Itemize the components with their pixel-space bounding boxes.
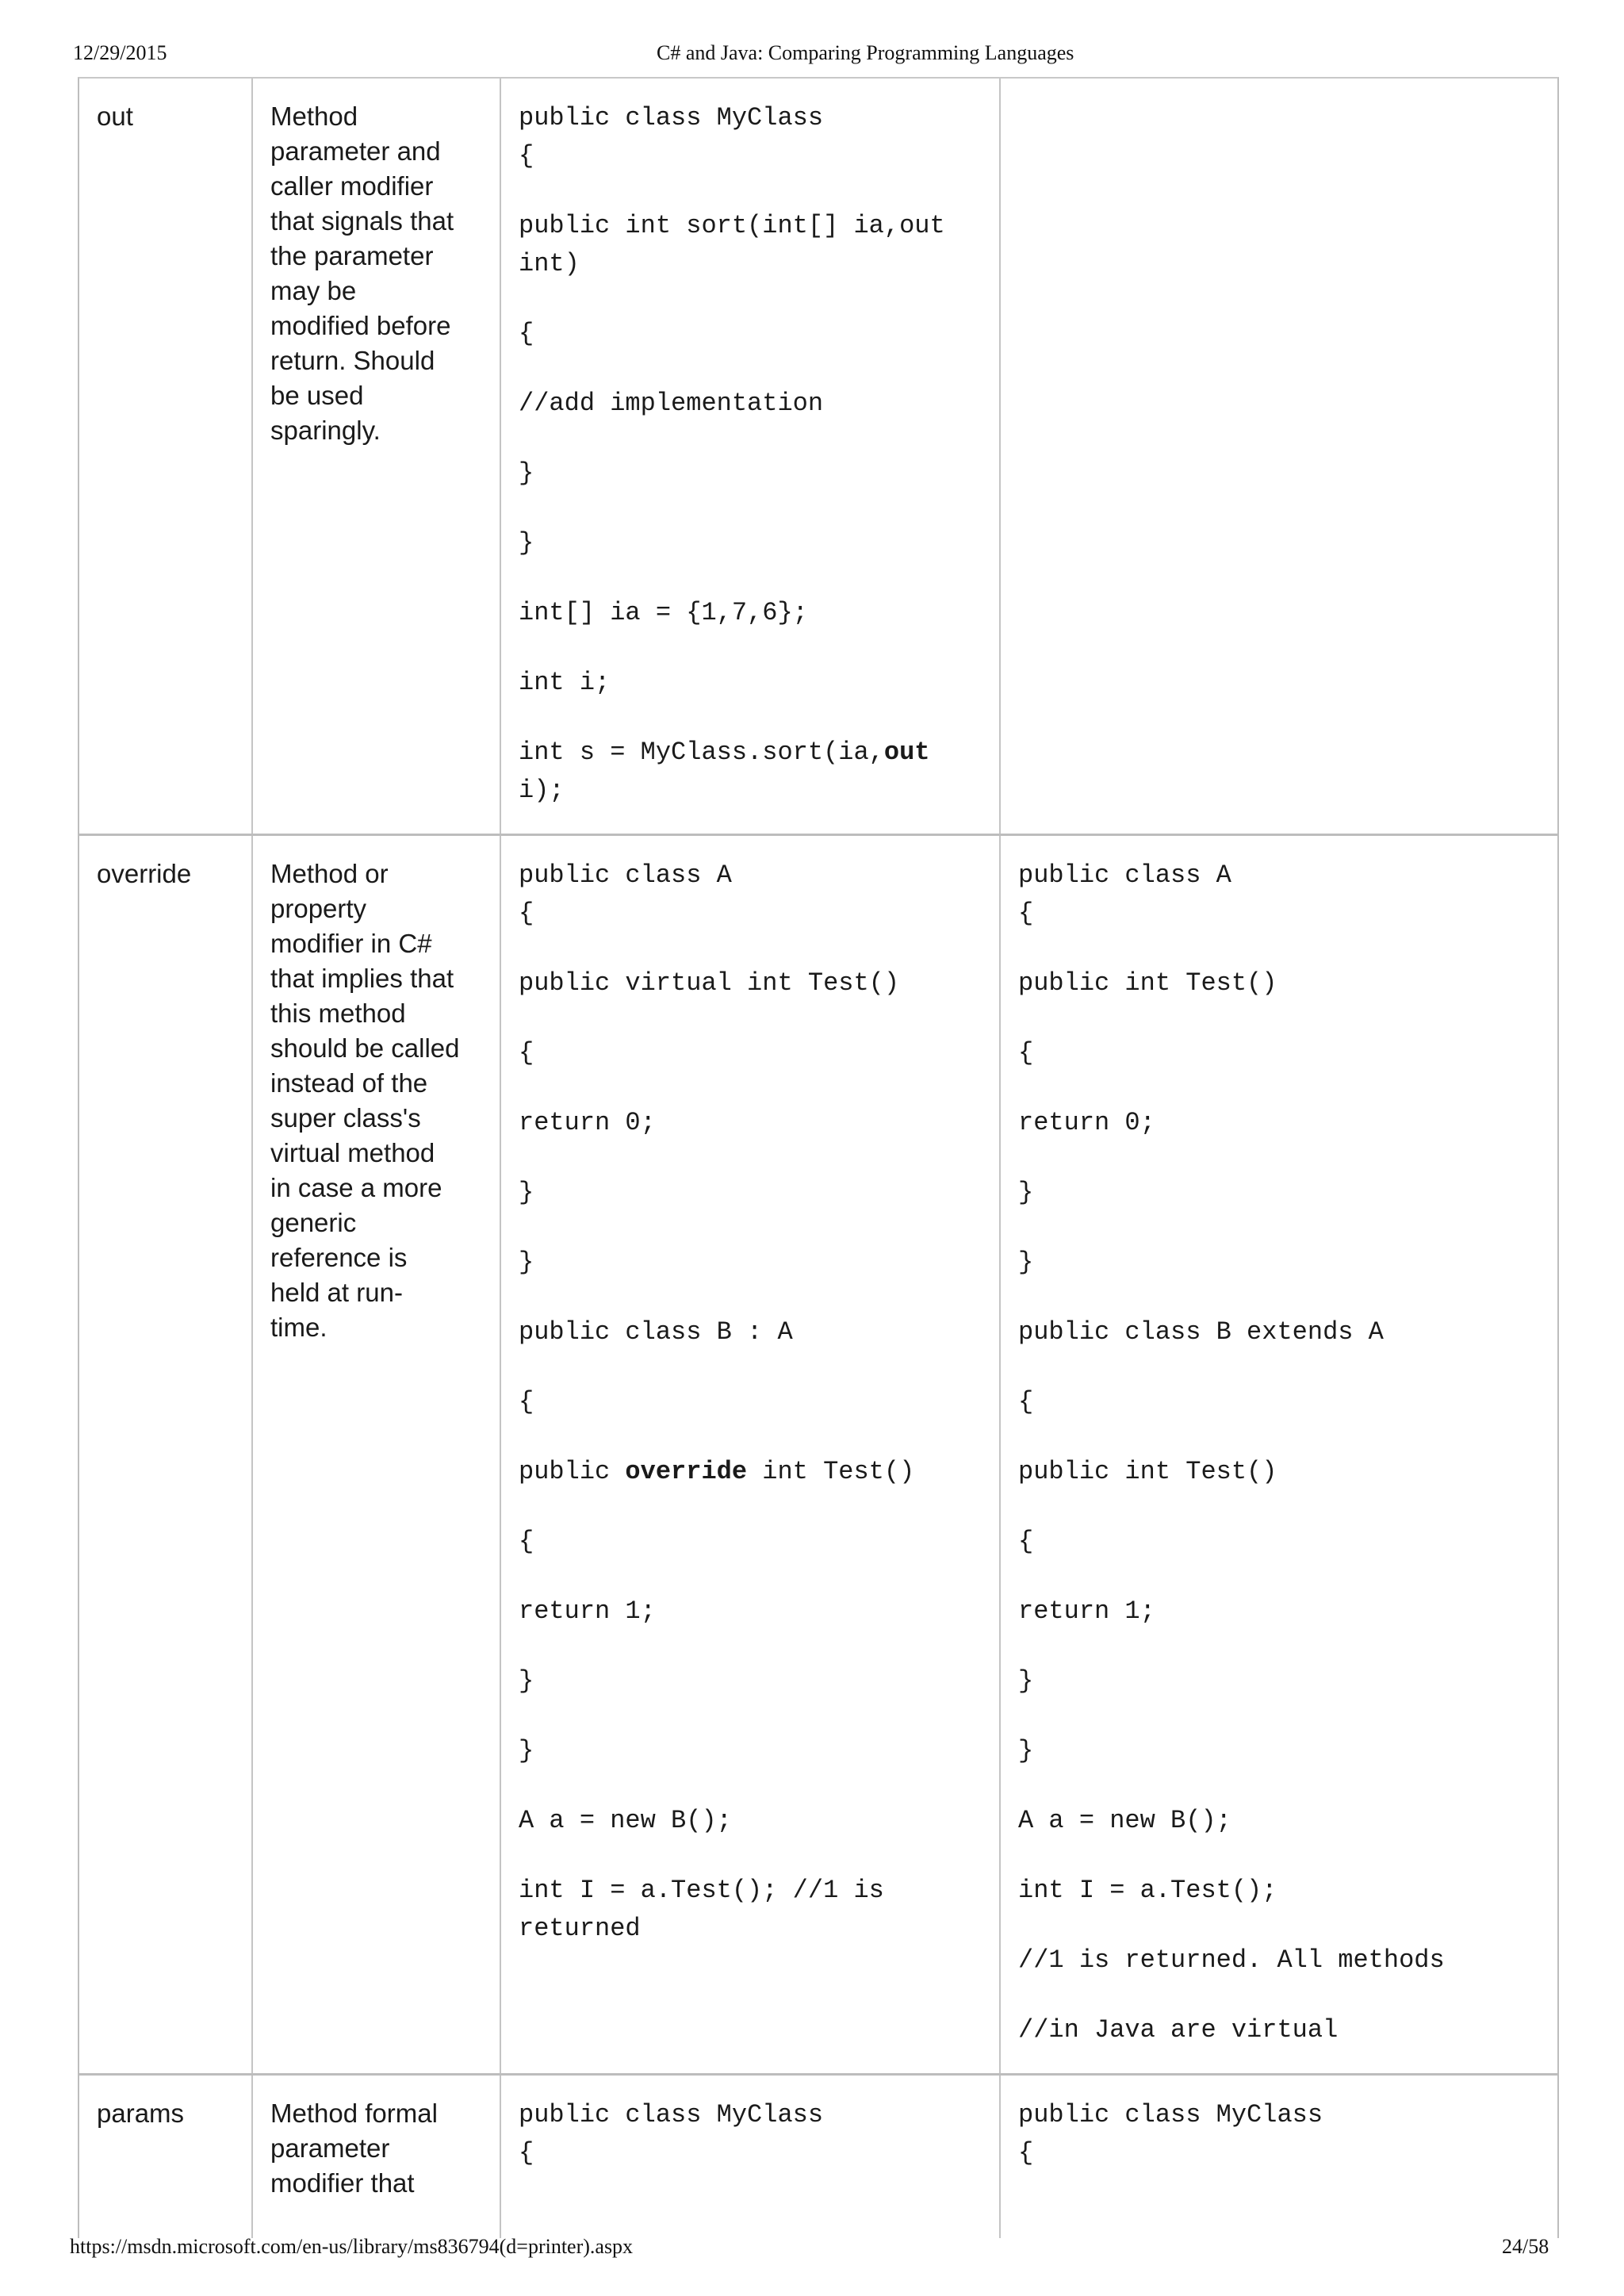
code-paragraph (1018, 1104, 1542, 1142)
code-line: public class MyClass (519, 103, 824, 132)
code-paragraph (519, 664, 983, 702)
description-cell (253, 79, 501, 834)
code-paragraph (1018, 1244, 1542, 1282)
description-line: modified before (270, 311, 451, 340)
code-paragraph (1018, 1523, 1542, 1561)
keyword-cell (79, 2076, 253, 2238)
code-line: int I = a.Test(); //1 is (519, 1876, 884, 1905)
java-code-cell (1001, 79, 1557, 834)
code-line: public class B extends A (1018, 1317, 1384, 1347)
code-line: return 0; (1018, 1108, 1155, 1137)
description-line: parameter and (270, 136, 441, 166)
java-code-cell (1001, 836, 1557, 2073)
code-line: return 1; (1018, 1596, 1155, 1626)
code-paragraph (1018, 2011, 1542, 2049)
keyword-cell (79, 79, 253, 834)
description-line: Method or (270, 859, 389, 888)
code-paragraph (519, 1523, 983, 1561)
code-line: { (519, 319, 534, 348)
keyword: params (97, 2099, 185, 2128)
comparison-table (78, 77, 1559, 2238)
code-paragraph (1018, 1383, 1542, 1421)
description-line: instead of the (270, 1068, 428, 1098)
description-line: modifier that (270, 2168, 415, 2198)
code-line: A a = new B(); (519, 1806, 732, 1835)
code-line: public int Test() (1018, 968, 1277, 998)
code-paragraph (519, 857, 983, 933)
code-line: } (1018, 1178, 1034, 1207)
code-line: { (1018, 1038, 1034, 1068)
code-line: i); (519, 776, 565, 805)
code-paragraph (519, 385, 983, 423)
page-number: 24/58 (1502, 2235, 1549, 2258)
code-line: } (519, 458, 534, 488)
java-code-cell (1001, 2076, 1557, 2238)
code-line: //add implementation (519, 389, 824, 418)
code-line: int I = a.Test(); (1018, 1876, 1277, 1905)
description-line: reference is (270, 1243, 408, 1272)
code-line: //in Java are virtual (1018, 2015, 1339, 2045)
code-line: { (519, 1387, 534, 1416)
csharp-code-cell (501, 836, 1001, 2073)
csharp-code-cell (501, 79, 1001, 834)
code-line: //1 is returned. All methods (1018, 1945, 1445, 1975)
code-line: A a = new B(); (1018, 1806, 1231, 1835)
code-paragraph (519, 594, 983, 632)
code-text: public (519, 1457, 626, 1486)
code-line: { (1018, 1387, 1034, 1416)
keyword: out (97, 102, 133, 131)
code-paragraph (1018, 1313, 1542, 1351)
code-keyword-bold: out (883, 738, 930, 767)
description-line: be used (270, 381, 364, 410)
code-paragraph (519, 1662, 983, 1700)
code-line: public class MyClass (1018, 2100, 1323, 2129)
page-url: https://msdn.microsoft.com/en-us/library/ms836794(d=printer).aspx (70, 2235, 634, 2258)
code-paragraph (1018, 1872, 1542, 1910)
code-line: { (519, 1038, 534, 1068)
table-row-params (79, 2076, 1557, 2238)
code-paragraph (519, 734, 983, 810)
description-line: property (270, 894, 367, 923)
code-line: { (519, 141, 534, 171)
keyword: override (97, 859, 192, 888)
code-paragraph (519, 1034, 983, 1072)
code-line: int i; (519, 668, 611, 697)
code-line: returned (519, 1914, 641, 1943)
description-line: that implies that (270, 964, 454, 993)
code-paragraph (1018, 1941, 1542, 1980)
table-row-out (79, 79, 1557, 836)
description-line: the parameter (270, 241, 434, 270)
code-paragraph (519, 1593, 983, 1631)
code-line: public class MyClass (519, 2100, 824, 2129)
description-line: should be called (270, 1033, 460, 1063)
code-line: public class A (1018, 861, 1231, 890)
code-paragraph (519, 1174, 983, 1212)
code-line: public int sort(int[] ia,out (519, 211, 945, 240)
code-paragraph (1018, 964, 1542, 1002)
code-paragraph (1018, 2096, 1542, 2172)
code-paragraph (519, 1104, 983, 1142)
description-line: caller modifier (270, 171, 434, 201)
description-line: that signals that (270, 206, 454, 236)
code-paragraph (519, 1872, 983, 1948)
description-line: Method formal (270, 2099, 438, 2128)
code-line: { (519, 899, 534, 928)
code-line: return 0; (519, 1108, 656, 1137)
code-text: int Test() (747, 1457, 915, 1486)
code-line: { (1018, 2138, 1034, 2168)
code-line: } (519, 528, 534, 558)
code-line: int) (519, 249, 580, 278)
description-line: time. (270, 1313, 327, 1342)
keyword-cell (79, 836, 253, 2073)
code-paragraph (1018, 1174, 1542, 1212)
code-paragraph (519, 1802, 983, 1840)
code-paragraph (1018, 857, 1542, 933)
code-paragraph (1018, 1662, 1542, 1700)
description-line: this method (270, 999, 406, 1028)
code-paragraph (519, 524, 983, 562)
code-line (519, 734, 983, 772)
code-line: } (519, 1666, 534, 1696)
code-line: public class A (519, 861, 732, 890)
description-line: sparingly. (270, 416, 381, 445)
code-paragraph (519, 315, 983, 353)
code-line: } (1018, 1736, 1034, 1765)
code-line: public class B : A (519, 1317, 793, 1347)
page-title: C# and Java: Comparing Programming Languages (657, 41, 1074, 64)
code-paragraph (1018, 1802, 1542, 1840)
code-line: int[] ia = {1,7,6}; (519, 598, 808, 627)
code-line: } (1018, 1666, 1034, 1696)
csharp-code-cell (501, 2076, 1001, 2238)
code-paragraph (1018, 1453, 1542, 1491)
print-date: 12/29/2015 (73, 41, 167, 64)
description-cell (253, 836, 501, 2073)
code-paragraph (1018, 1034, 1542, 1072)
code-line: return 1; (519, 1596, 656, 1626)
description-line: parameter (270, 2133, 390, 2163)
description-line: virtual method (270, 1138, 435, 1167)
description-line: generic (270, 1208, 357, 1237)
code-paragraph (519, 207, 983, 283)
description-cell (253, 2076, 501, 2238)
code-line: { (1018, 1527, 1034, 1556)
description-line: held at run- (270, 1278, 403, 1307)
code-line: } (519, 1178, 534, 1207)
code-line: public int Test() (1018, 1457, 1277, 1486)
code-paragraph (519, 1313, 983, 1351)
table-row-override (79, 836, 1557, 2076)
description-line: Method (270, 102, 358, 131)
code-paragraph (519, 1453, 983, 1491)
code-paragraph (519, 454, 983, 493)
code-keyword-bold: override (625, 1457, 748, 1486)
code-paragraph (519, 1732, 983, 1770)
code-paragraph (519, 1244, 983, 1282)
code-paragraph (519, 964, 983, 1002)
code-line: } (519, 1248, 534, 1277)
code-line: public virtual int Test() (519, 968, 900, 998)
description-line: super class's (270, 1103, 421, 1133)
description-line: in case a more (270, 1173, 442, 1202)
description-line: modifier in C# (270, 929, 432, 958)
code-line: { (519, 2138, 534, 2168)
code-line: { (519, 1527, 534, 1556)
code-paragraph (519, 1383, 983, 1421)
code-paragraph (519, 99, 983, 175)
code-line: } (519, 1736, 534, 1765)
code-line (519, 1453, 983, 1491)
code-line: } (1018, 1248, 1034, 1277)
description-line: return. Should (270, 346, 435, 375)
code-paragraph (519, 2096, 983, 2172)
description-line: may be (270, 276, 357, 305)
code-paragraph (1018, 1732, 1542, 1770)
code-paragraph (1018, 1593, 1542, 1631)
code-line: { (1018, 899, 1034, 928)
code-text: int s = MyClass.sort(ia, (519, 738, 884, 767)
